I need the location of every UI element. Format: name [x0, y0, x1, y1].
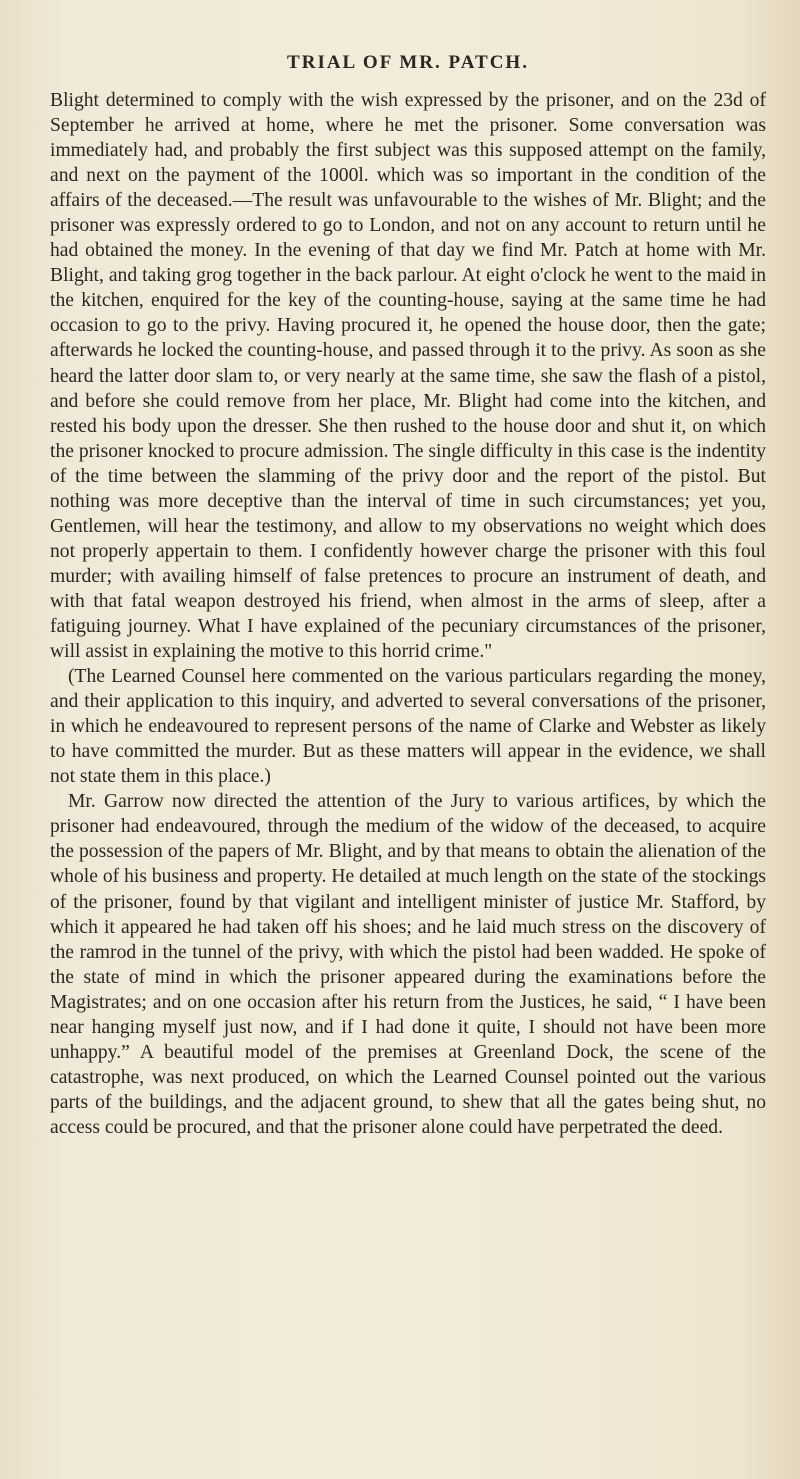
- paragraph-3: Mr. Garrow now directed the attention of the Jury to various artifices, by which the prisoner had endeavoured, through the medium of the widow of the deceased, to acquire the possession of the papers of Mr. Blight, and by that means to obtain the alienation of the whole of his business and property. He detailed at much length on the state of the stockings of the prisoner, found by that vigilant and intelligent minister of justice Mr. Stafford, by which it appeared he had taken off his shoes; and he laid much stress on the discovery of the ramrod in the tunnel of the privy, with which the pistol had been wadded. He spoke of the state of mind in which the prisoner appeared during the examinations before the Magistrates; and on one occasion after his return from the Justices, he said, “ I have been near hanging myself just now, and if I had done it quite, I should not have been more unhappy.” A beautiful model of the premises at Greenland Dock, the scene of the catastrophe, was next produced, on which the Learned Counsel pointed out the various parts of the buildings, and the adjacent ground, to shew that all the gates being shut, no access could be procured, and that the prisoner alone could have perpetrated the deed.: [50, 791, 766, 1138]
- body-text: [50, 88, 766, 1140]
- paragraph-1: Blight determined to comply with the wish expressed by the prisoner, and on the 23d of September he arrived at home, where he met the prisoner. Some conversation was immediately had, and probably the first subject was this supposed attempt on the family, and next on the payment of the 1000l. which was so important in the condition of the affairs of the deceased.—The result was unfavourable to the wishes of Mr. Blight; and the prisoner was expressly ordered to go to London, and not on any account to return until he had obtained the money. In the evening of that day we find Mr. Patch at home with Mr. Blight, and taking grog together in the back parlour. At eight o'clock he went to the maid in the kitchen, enquired for the key of the counting-house, saying at the same time he had occasion to go to the privy. Having procured it, he opened the house door, then the gate; afterwards he locked the counting-house, and passed through it to the privy. As soon as she heard the latter door slam to, or very nearly at the same time, she saw the flash of a pistol, and before she could remove from her place, Mr. Blight had come into the kitchen, and rested his body upon the dresser. She then rushed to the house door and shut it, on which the prisoner knocked to procure admission. The single difficulty in this case is the indentity of the time between the slamming of the privy door and the report of the pistol. But nothing was more deceptive than the interval of time in such circumstances; yet you, Gentlemen, will hear the testimony, and allow to my observations no weight which does not properly appertain to them. I confidently however charge the prisoner with this foul murder; with availing himself of false pretences to procure an instrument of death, and with that fatal weapon destroyed his friend, when almost in the arms of sleep, after a fatiguing journey. What I have explained of the pecuniary circumstances of the prisoner, will assist in explaining the motive to this horrid crime.": [50, 90, 766, 663]
- paragraph-2: (The Learned Counsel here commented on the various particulars regarding the money, and their application to this inquiry, and adverted to several conversations of the prisoner, in which he endeavoured to represent persons of the name of Clarke and Webster as likely to have committed the murder. But as these matters will appear in the evidence, we shall not state them in this place.): [50, 666, 766, 788]
- running-head: TRIAL OF MR. PATCH.: [287, 52, 529, 73]
